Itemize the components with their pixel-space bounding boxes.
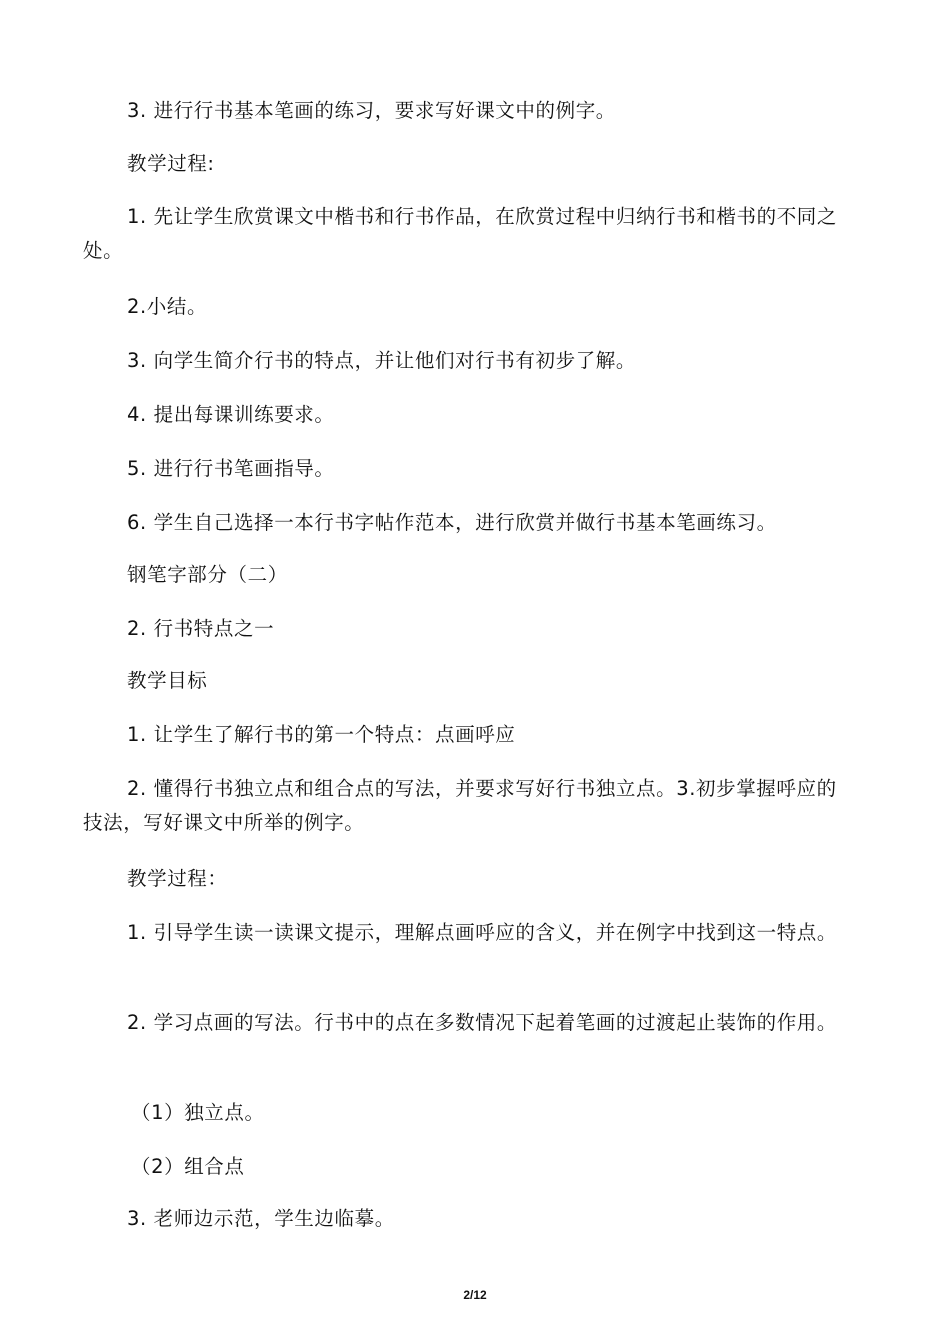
paragraph-6: 4. 提出每课训练要求。 xyxy=(127,403,335,426)
paragraph-1: 3. 进行行书基本笔画的练习，要求写好课文中的例字。 xyxy=(127,99,616,122)
paragraph-11: 教学目标 xyxy=(127,669,208,692)
page-number: 2/12 xyxy=(463,1288,487,1302)
lesson-title: 2. 行书特点之一 xyxy=(127,617,275,640)
paragraph-16: 2. 学习点画的写法。行书中的点在多数情况下起着笔画的过渡起止装饰的作用。 xyxy=(127,1011,838,1034)
paragraph-14: 教学过程： xyxy=(127,867,228,890)
paragraph-2: 教学过程: xyxy=(127,152,215,175)
paragraph-13: 2. 懂得行书独立点和组合点的写法，并要求写好行书独立点。3.初步掌握呼应的技法，写好课文中所举的例字。 xyxy=(83,777,837,834)
paragraph-8: 6. 学生自己选择一本行书字帖作范本，进行欣赏并做行书基本笔画练习。 xyxy=(127,511,777,534)
paragraph-18: （2）组合点 xyxy=(131,1155,245,1178)
paragraph-3: 1. 先让学生欣赏课文中楷书和行书作品，在欣赏过程中归纳行书和楷书的不同之处。 xyxy=(83,205,838,262)
paragraph-15: 1. 引导学生读一读课文提示，理解点画呼应的含义，并在例字中找到这一特点。 xyxy=(127,921,838,944)
section-heading: 钢笔字部分（二） xyxy=(127,563,288,586)
paragraph-12: 1. 让学生了解行书的第一个特点：点画呼应 xyxy=(127,723,516,746)
paragraph-17: （1）独立点。 xyxy=(131,1101,265,1124)
paragraph-5: 3. 向学生简介行书的特点，并让他们对行书有初步了解。 xyxy=(127,349,637,372)
paragraph-7: 5. 进行行书笔画指导。 xyxy=(127,457,335,480)
paragraph-4: 2.小结。 xyxy=(127,295,208,318)
paragraph-19: 3. 老师边示范，学生边临摹。 xyxy=(127,1207,395,1230)
